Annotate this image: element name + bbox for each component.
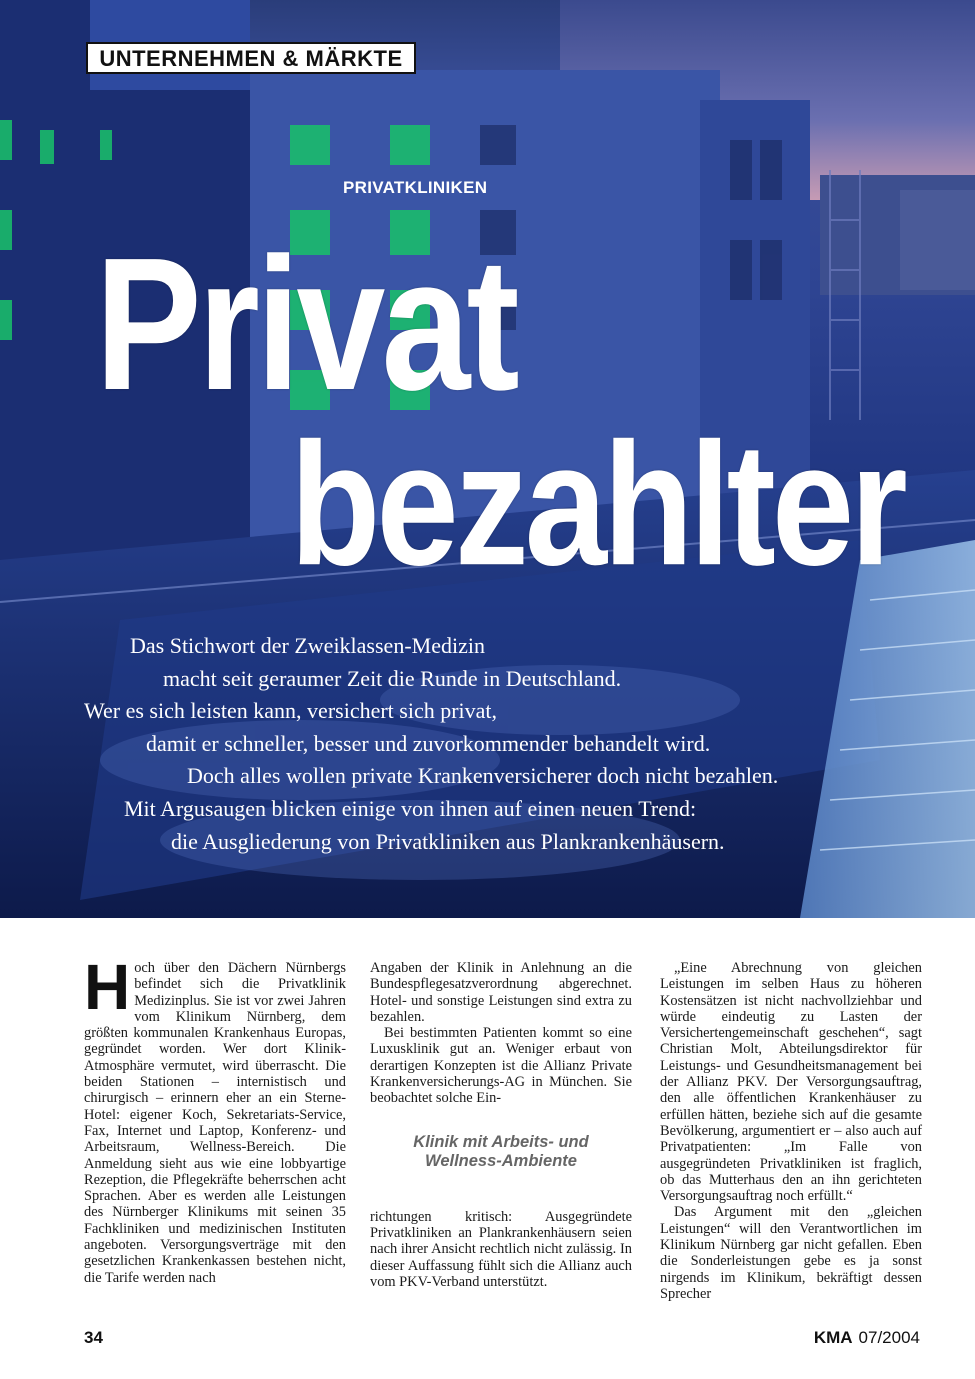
subhead [370, 1133, 632, 1171]
column-2-paragraph-2: Bei bestimmten Patienten kommt so eine Luxusklinik gut an. Weniger erbaut von derartigen Konzepten ist die Allianz Private Krankenversicherungs-AG in München. Sie beobachtet solche Ein- [370, 1025, 632, 1107]
lede-line: die Ausgliederung von Privatkliniken aus Plankrankenhäusern. [171, 828, 725, 854]
subhead-line-2: Wellness-Ambiente [425, 1151, 577, 1170]
column-2-paragraph-1: Angaben der Klinik in Anlehnung an die Bundespflegesatzverordnung abgerechnet. Hotel- und sonstige Leistungen sind extra zu bezahlen. [370, 960, 632, 1025]
drop-cap: H [84, 951, 131, 1023]
column-1-text: och über den Dächern Nürnbergs befindet sich die Privatklinik Medizinplus. Sie ist vor zwei Jahren vom Klinikum Nürnberg, dem größten kommunalen Krankenhaus Europas, gegründet worden. Wer dort Klinik-Atmosphäre vermutet, wird überrascht. Die beiden Stationen – internistisch und chirurgisch – erinnern eher an ein Sterne-Hotel: eigener Koch, Sekretariats-Service, Fax, Internet und Laptop, Konferenz- und Arbeitsraum, Wellness-Bereich. Die Anmeldung sieht aus wie eine lobbyartige Rezeption, die Pflegekräfte beherrschen acht Sprachen. Aber es werden alle Leistungen des Nürnberger Klinikums mit seinen 35 Fachkliniken und medizinischen Instituten angeboten. Versorgungsverträge mit den gesetzlichen Krankenkassen bestehen nicht, die Tarife werden nach [84, 960, 346, 1286]
headline-line-1: Privat [95, 217, 516, 430]
section-tag: UNTERNEHMEN & MÄRKTE [86, 42, 416, 74]
lede [0, 630, 975, 858]
lede-line: Wer es sich leisten kann, versichert sich privat, [84, 698, 498, 724]
headline-line-2: bezahlter [290, 407, 904, 603]
lede-line: Das Stichwort der Zweiklassen-Medizin [130, 633, 485, 658]
column-3-paragraph-1: „Eine Abrechnung von gleichen Leistungen im selben Haus zu höheren Kostensätzen ist nicht nachvollziehbar und würde eindeutig zu Lasten der Versichertengemeinschaft geschehen“, sagt Christian Molt, Abteilungsdirektor für Leistungs- und Gesundheitsmanagement bei der Allianz PKV. Der Versorgungsauftrag, den alle öffentlichen Krankenhäuser zu erfüllen hätten, beziehe sich auf die gesamte Bevölkerung, argumentiert er – also auch auf Privatpatienten: „Im Falle von ausgegründeten Privatkliniken ist fraglich, ob das Mutterhaus den an ihn gerichteten Versorgungsauftrag noch erfüllt.“ [660, 960, 922, 1205]
magazine-footer [814, 1328, 920, 1348]
issue-date: 07/2004 [858, 1328, 920, 1347]
subhead-line-1: Klinik mit Arbeits- und [413, 1132, 589, 1151]
magazine-name: KMA [813, 1328, 853, 1347]
article-column-1 [84, 951, 346, 1286]
kicker: PRIVATKLINIKEN [343, 178, 488, 197]
lede-line: Mit Argusaugen blicken einige von ihnen auf einen neuen Trend: [124, 795, 697, 821]
lede-line: Doch alles wollen private Krankenversicherer doch nicht bezahlen. [187, 763, 779, 789]
lede-line: damit er schneller, besser und zuvorkommender behandelt wird. [146, 730, 711, 756]
column-3-paragraph-2: Das Argument mit den „gleichen Leistungen“ will den Verantwortlichen im Klinikum Nürnberg gar nicht gefallen. Eben die Sonderleistungen gebe es ja sonst nirgends im Klinikum, bekräftigt dessen Sprecher [660, 1204, 922, 1302]
lede-line: macht seit geraumer Zeit die Runde in Deutschland. [163, 665, 622, 691]
column-2-paragraph-3: richtungen kritisch: Ausgegründete Privatkliniken an Plankrankenhäusern seien nach ihrer Ansicht rechtlich nicht zulässig. In dieser Auffassung fühlt sich die Allianz auch vom PKV-Verband unterstützt. [370, 1208, 632, 1290]
article-column-2 [370, 960, 632, 1290]
article-column-3 [660, 960, 922, 1302]
page-number: 34 [84, 1328, 103, 1347]
